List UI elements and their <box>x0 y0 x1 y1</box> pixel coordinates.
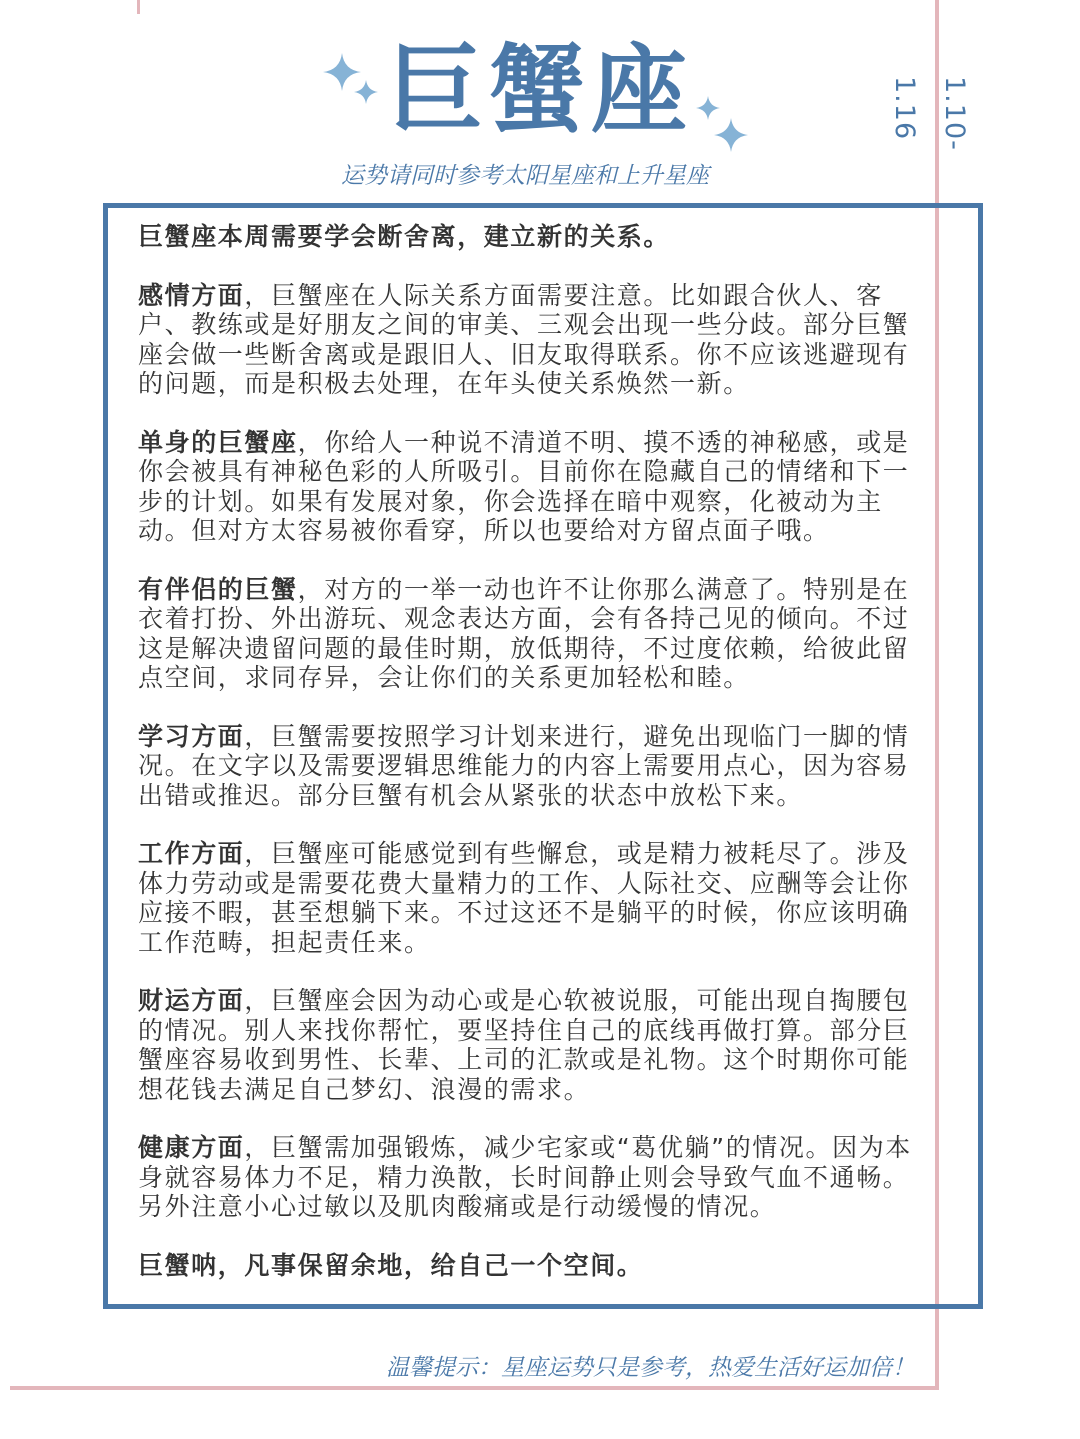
section-label: 工作方面 <box>138 839 245 868</box>
section-text: ，巨蟹座在人际关系方面需要注意。比如跟合伙人、客户、教练或是好朋友之间的审美、三观会出现一些分歧。部分巨蟹座会做一些断舍离或是跟旧人、旧友取得联系。你不应该逃避现有的问题，而是积极去处理，在年头使关系焕然一新。 <box>138 280 910 398</box>
section-finance <box>138 986 928 1104</box>
section-single <box>138 428 928 546</box>
section-label: 感情方面 <box>138 280 245 310</box>
section-text: ，你给人一种说不清道不明、摸不透的神秘感，或是你会被具有神秘色彩的人所吸引。目前你在隐藏自己的情绪和下一步的计划。如果有发展对象，你会选择在暗中观察，化被动为主动。但对方太容易被你看穿，所以也要给对方留点面子哦。 <box>138 427 910 545</box>
page-title: 巨蟹座 <box>387 34 693 146</box>
page-subtitle: 运势请同时参考太阳星座和上升星座 <box>341 163 709 189</box>
section-text: ，巨蟹座可能感觉到有些懈怠，或是精力被耗尽了。涉及体力劳动或是需要花费大量精力的工作、人际社交、应酬等会让你应接不暇，甚至想躺下来。不过这还不是躺平的时候，你应该明确工作范畴，担起责任来。 <box>138 839 910 957</box>
section-partnered <box>138 575 928 693</box>
section-study <box>138 722 928 811</box>
section-work <box>138 839 928 957</box>
section-text: ，巨蟹需要按照学习计划来进行，避免出现临门一脚的情况。在文字以及需要逻辑思维能力的内容上需要用点心，因为容易出错或推迟。部分巨蟹有机会从紧张的状态中放松下来。 <box>138 721 910 810</box>
section-label: 健康方面 <box>138 1133 245 1162</box>
pink-frame-line-bottom <box>10 1386 939 1390</box>
section-love <box>138 281 928 399</box>
pink-frame-tick-top <box>137 0 140 14</box>
headline: 巨蟹座本周需要学会断舍离，建立新的关系。 <box>138 222 671 251</box>
content-box <box>103 203 983 1309</box>
date-range: 1.10-1.16 <box>889 76 970 151</box>
section-label: 有伴侣的巨蟹 <box>138 574 298 604</box>
section-health <box>138 1133 928 1222</box>
content-body <box>138 222 928 1309</box>
section-text: ，巨蟹座会因为动心或是心软被说服，可能出现自掏腰包的情况。别人来找你帮忙，要坚持住自己的底线再做打算。部分巨蟹座容易收到男性、长辈、上司的汇款或是礼物。这个时期你可能想花钱去满足自己梦幻、浪漫的需求。 <box>138 986 910 1104</box>
closing-line: 巨蟹呐，凡事保留余地，给自己一个空间。 <box>138 1250 644 1280</box>
section-label: 学习方面 <box>138 721 245 751</box>
section-text: ，巨蟹需加强锻炼，减少宅家或“葛优躺”的情况。因为本身就容易体力不足，精力涣散，长时间静止则会导致气血不通畅。另外注意小心过敏以及肌肉酸痛或是行动缓慢的情况。 <box>138 1133 912 1221</box>
footer-tip: 温馨提示：星座运势只是参考，热爱生活好运加倍！ <box>386 1355 915 1381</box>
section-text: ，对方的一举一动也许不让你那么满意了。特别是在衣着打扮、外出游玩、观念表达方面，会有各持己见的倾向。不过这是解决遗留问题的最佳时期，放低期待，不过度依赖，给彼此留点空间，求同存异，会让你们的关系更加轻松和睦。 <box>138 574 910 692</box>
section-label: 单身的巨蟹座 <box>138 427 298 457</box>
section-label: 财运方面 <box>138 986 245 1015</box>
